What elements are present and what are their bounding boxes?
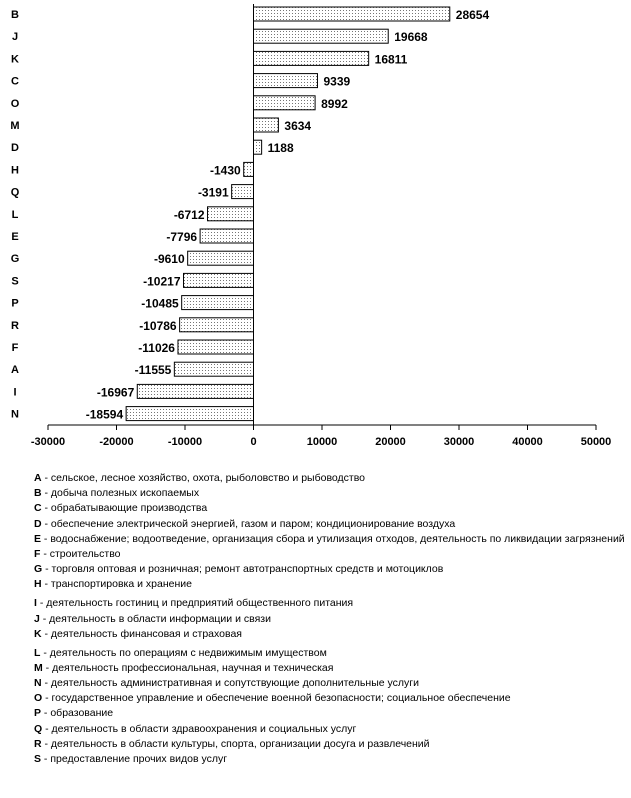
legend-code: L bbox=[34, 646, 41, 659]
legend-item-A bbox=[34, 472, 626, 485]
value-label-A: -11555 bbox=[134, 363, 172, 378]
x-tick-label: 40000 bbox=[512, 436, 543, 448]
legend-item-H bbox=[34, 578, 626, 591]
legend-text: - водоснабжение; водоотведение, организация сбора и утилизация отходов, деятельность по ликвидации загрязнений bbox=[41, 532, 625, 545]
bar-P bbox=[182, 296, 254, 310]
bar-R bbox=[180, 318, 254, 332]
bar-H bbox=[244, 162, 254, 176]
value-label-N: -18594 bbox=[85, 407, 124, 422]
value-label-E: -7796 bbox=[166, 230, 198, 244]
bar-B bbox=[254, 7, 450, 21]
category-label-B: B bbox=[11, 9, 19, 21]
legend-item-Q bbox=[34, 723, 626, 736]
legend-code: J bbox=[34, 612, 40, 625]
legend-text: - деятельность административная и сопутствующие дополнительные услуги bbox=[41, 677, 419, 690]
legend-text: - строительство bbox=[40, 547, 121, 560]
value-label-S: -10217 bbox=[143, 274, 181, 289]
legend-item-O bbox=[34, 692, 626, 705]
value-label-R: -10786 bbox=[139, 318, 177, 333]
x-tick-label: -10000 bbox=[167, 436, 203, 448]
legend-text: - государственное управление и обеспечение военной безопасности; социальное обеспечение bbox=[42, 692, 511, 705]
legend-item-G bbox=[34, 563, 626, 576]
bar-M bbox=[254, 118, 279, 132]
category-label-F: F bbox=[11, 342, 19, 354]
legend-text: - деятельность профессиональная, научная и техническая bbox=[42, 661, 334, 674]
bar-E bbox=[200, 229, 253, 243]
legend-item-L bbox=[34, 647, 626, 660]
legend-code: M bbox=[34, 661, 43, 674]
legend-code: E bbox=[34, 532, 42, 545]
bar-N bbox=[126, 407, 253, 421]
value-label-F: -11026 bbox=[138, 341, 175, 355]
legend-item-N bbox=[34, 677, 626, 690]
legend-item-P bbox=[34, 707, 626, 720]
bar-S bbox=[184, 273, 254, 287]
bar-K bbox=[254, 51, 369, 65]
legend-item-C bbox=[34, 502, 626, 515]
bar-D bbox=[254, 140, 262, 154]
legend-code: G bbox=[34, 563, 43, 576]
category-label-D: D bbox=[11, 142, 19, 155]
legend-item-D bbox=[34, 518, 626, 531]
value-label-D: 1188 bbox=[267, 141, 294, 156]
category-label-H: H bbox=[11, 164, 19, 177]
bar-L bbox=[208, 207, 254, 221]
legend-text: - деятельность в области информации и связи bbox=[39, 612, 271, 625]
legend-text: - деятельность гостиниц и предприятий общественного питания bbox=[36, 597, 354, 610]
legend-code: I bbox=[34, 597, 37, 610]
value-label-B: 28654 bbox=[455, 8, 490, 22]
legend-item-S bbox=[34, 753, 626, 766]
value-label-O: 8992 bbox=[321, 96, 348, 111]
bar-O bbox=[254, 96, 316, 110]
legend-item-B bbox=[34, 487, 626, 500]
legend bbox=[34, 472, 626, 768]
legend-text: - обрабатывающие производства bbox=[41, 502, 208, 515]
category-label-O: O bbox=[10, 97, 20, 110]
value-label-Q: -3191 bbox=[197, 185, 229, 200]
category-label-N: N bbox=[11, 408, 19, 421]
legend-item-E bbox=[34, 533, 626, 546]
x-tick-label: 20000 bbox=[375, 436, 406, 448]
legend-code: D bbox=[34, 517, 42, 530]
category-label-G: G bbox=[10, 253, 20, 266]
bar-J bbox=[254, 29, 389, 43]
legend-item-M bbox=[34, 662, 626, 675]
bar-F bbox=[178, 340, 254, 354]
legend-item-I bbox=[34, 597, 626, 610]
bar-I bbox=[137, 384, 253, 398]
category-label-K: K bbox=[11, 53, 19, 66]
legend-code: B bbox=[34, 487, 42, 500]
category-label-L: L bbox=[11, 208, 19, 221]
x-axis bbox=[31, 4, 611, 448]
legend-code: F bbox=[34, 547, 41, 560]
value-label-C: 9339 bbox=[323, 74, 351, 89]
category-labels bbox=[10, 9, 19, 421]
legend-text: - торговля оптовая и розничная; ремонт автотранспортных средств и мотоциклов bbox=[42, 563, 444, 576]
x-tick-label: 50000 bbox=[580, 436, 612, 448]
value-label-J: 19668 bbox=[394, 30, 428, 45]
value-label-G: -9610 bbox=[153, 252, 185, 267]
legend-code: C bbox=[34, 502, 42, 515]
legend-code: K bbox=[34, 627, 42, 640]
category-label-Q: Q bbox=[10, 186, 20, 199]
bar-C bbox=[254, 74, 318, 88]
legend-text: - добыча полезных ископаемых bbox=[41, 487, 200, 500]
x-tick-label: -30000 bbox=[30, 436, 66, 448]
legend-text: - образование bbox=[41, 707, 114, 720]
legend-text: - предоставление прочих видов услуг bbox=[41, 753, 228, 765]
value-label-K: 16811 bbox=[374, 52, 408, 67]
legend-text: - деятельность в области культуры, спорта, организации досуга и развлечений bbox=[41, 737, 430, 750]
category-label-R: R bbox=[11, 319, 19, 332]
legend-text: - транспортировка и хранение bbox=[41, 578, 192, 591]
category-label-I: I bbox=[13, 386, 17, 399]
legend-item-J bbox=[34, 613, 626, 626]
legend-text: - деятельность финансовая и страховая bbox=[41, 627, 242, 640]
legend-code: H bbox=[34, 578, 42, 591]
legend-code: A bbox=[34, 472, 42, 484]
legend-text: - сельское, лесное хозяйство, охота, рыболовство и рыбоводство bbox=[41, 472, 365, 484]
legend-code: R bbox=[34, 737, 42, 750]
legend-code: O bbox=[34, 692, 43, 705]
bar-Q bbox=[232, 185, 254, 199]
value-label-P: -10485 bbox=[141, 296, 179, 311]
category-label-P: P bbox=[11, 297, 19, 310]
legend-text: - обеспечение электрической энергией, газом и паром; кондиционирование воздуха bbox=[41, 517, 456, 530]
legend-item-F bbox=[34, 548, 626, 561]
category-label-A: A bbox=[11, 364, 19, 377]
legend-text: - деятельность в области здравоохранения и социальных услуг bbox=[42, 722, 357, 735]
value-label-L: -6712 bbox=[173, 207, 205, 222]
category-label-J: J bbox=[11, 31, 19, 44]
legend-item-K bbox=[34, 628, 626, 641]
category-label-M: M bbox=[10, 120, 20, 132]
value-labels bbox=[86, 8, 490, 422]
value-label-I: -16967 bbox=[96, 385, 135, 400]
legend-code: N bbox=[34, 677, 42, 690]
value-label-M: 3634 bbox=[284, 119, 312, 133]
category-label-E: E bbox=[11, 231, 19, 243]
x-tick-label: 30000 bbox=[443, 436, 475, 448]
category-label-S: S bbox=[11, 275, 19, 288]
bar-G bbox=[188, 251, 254, 265]
x-tick-label: 10000 bbox=[306, 436, 338, 448]
legend-code: Q bbox=[34, 722, 43, 735]
bar-A bbox=[174, 362, 253, 376]
x-tick-label: 0 bbox=[250, 436, 257, 448]
legend-code: P bbox=[34, 707, 42, 720]
legend-text: - деятельность по операциям с недвижимым имуществом bbox=[40, 646, 327, 659]
legend-item-R bbox=[34, 738, 626, 751]
category-label-C: C bbox=[11, 75, 19, 88]
x-tick-label: -20000 bbox=[99, 436, 134, 448]
value-label-H: -1430 bbox=[210, 163, 241, 178]
legend-code: S bbox=[34, 753, 42, 765]
